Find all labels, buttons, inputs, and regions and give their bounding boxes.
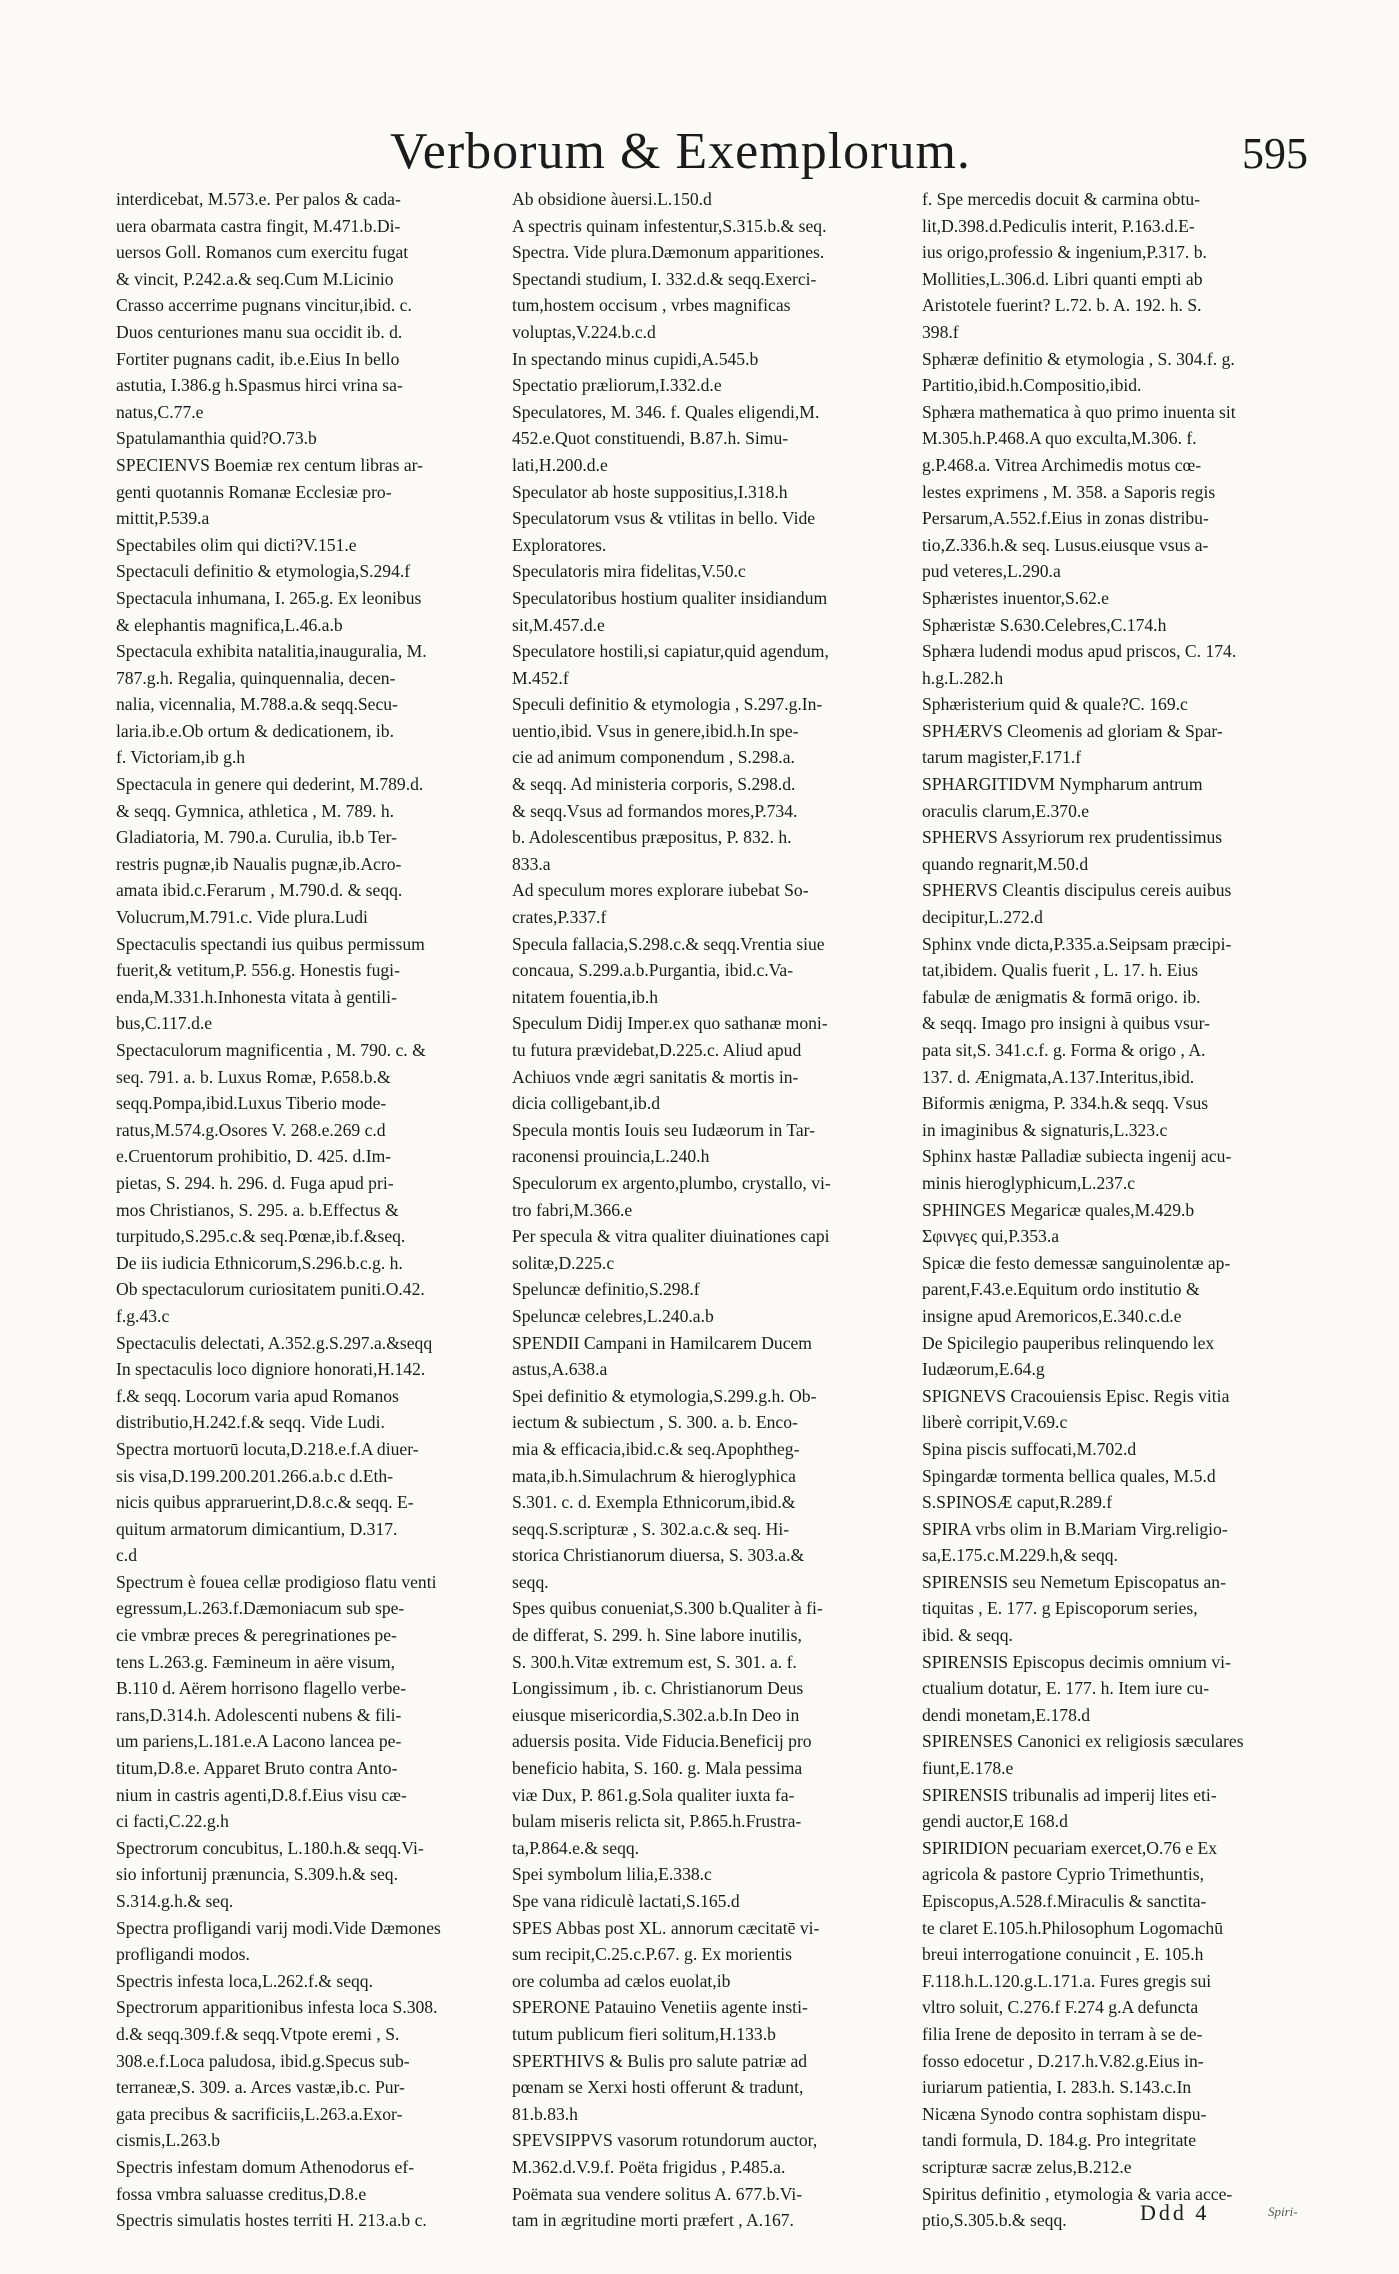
index-entry-line: SPENDII Campani in Hamilcarem Ducem (512, 1332, 812, 1353)
index-entry-line: uersos Goll. Romanos cum exercitu fugat (116, 242, 409, 263)
index-entry-line: scripturæ sacræ zelus,B.212.e (922, 2156, 1132, 2177)
index-entry-line: Sphæra ludendi modus apud priscos, C. 174. (922, 641, 1237, 662)
index-entry-line: nalia, vicennalia, M.788.a.& seqq.Secu- (116, 694, 398, 715)
index-entry-line: mata,ib.h.Simulachrum & hieroglyphica (512, 1465, 796, 1486)
index-entry-line: de differat, S. 299. h. Sine labore inutilis, (512, 1625, 802, 1646)
index-entry-line: Sphinx hastæ Palladiæ subiecta ingenij acu- (922, 1146, 1232, 1167)
index-entry-line: Aristotele fuerint? L.72. b. A. 192. h. S. (922, 295, 1202, 316)
index-entry-line: Speculi definitio & etymologia , S.297.g.In- (512, 694, 823, 715)
index-entry-line: Sphæristes inuentor,S.62.e (922, 587, 1109, 608)
index-entry-line: Duos centuriones manu sua occidit ib. d. (116, 321, 403, 342)
index-entry-line: Spectacula in genere qui dederint, M.789.d. (116, 774, 424, 795)
index-entry-line: Spina piscis suffocati,M.702.d (922, 1438, 1137, 1459)
index-entry-line: Σφινγες qui,P.353.a (922, 1226, 1060, 1247)
index-entry-line: 398.f (922, 321, 959, 342)
index-entry-line: M.452.f (512, 667, 569, 688)
index-entry-line: Spatulamanthia quid?O.73.b (116, 428, 317, 449)
signature-mark: Ddd 4 (1140, 2200, 1210, 2225)
index-entry-line: fossa vmbra saluasse creditus,D.8.e (116, 2183, 367, 2204)
index-entry-line: Speculum Didij Imper.ex quo sathanæ moni- (512, 1013, 828, 1034)
index-entry-line: Spectaculorum magnificentia , M. 790. c. & (116, 1040, 426, 1060)
index-entry-line: enda,M.331.h.Inhonesta vitata à gentili- (116, 986, 397, 1007)
index-column-middle (512, 186, 906, 2234)
index-entry-line: b. Adolescentibus præpositus, P. 832. h. (512, 827, 792, 848)
index-entry-line: & seqq. Gymnica, athletica , M. 789. h. (116, 800, 395, 821)
index-entry-line: viæ Dux, P. 861.g.Sola qualiter iuxta fa- (512, 1784, 795, 1805)
index-entry-line: vltro soluit, C.276.f F.274 g.A defuncta (922, 1997, 1199, 2018)
index-entry-line: oraculis clarum,E.370.e (922, 800, 1090, 821)
index-entry-line: & vincit, P.242.a.& seq.Cum M.Licinio (116, 268, 394, 289)
index-entry-line: ptio,S.305.b.& seqq. (922, 2210, 1067, 2231)
index-entry-line: Spectacula exhibita natalitia,inauguralia, M. (116, 641, 427, 662)
index-entry-line: f.& seqq. Locorum varia apud Romanos (116, 1385, 399, 1406)
index-entry-line: tum,hostem occisum , vrbes magnificas (512, 295, 791, 316)
index-entry-line: solitæ,D.225.c (512, 1252, 615, 1273)
index-entry-line: Spectrorum concubitus, L.180.h.& seqq.Vi- (116, 1837, 424, 1858)
index-entry-line: Spectris simulatis hostes territi H. 213.a.b c. (116, 2210, 427, 2231)
index-entry-line: cie vmbræ preces & peregrinationes pe- (116, 1625, 397, 1646)
index-entry-line: Spectaculis spectandi ius quibus permissum (116, 933, 425, 954)
index-entry-line: seq. 791. a. b. Luxus Romæ, P.658.b.& (116, 1066, 391, 1087)
index-entry-line: SPIRENSIS seu Nemetum Episcopatus an- (922, 1571, 1226, 1592)
index-entry-line: De iis iudicia Ethnicorum,S.296.b.c.g. h. (116, 1252, 403, 1273)
index-entry-line: S. 300.h.Vitæ extremum est, S. 301. a. f. (512, 1651, 797, 1672)
index-entry-line: Ab obsidione àuersi.L.150.d (512, 189, 712, 209)
index-entry-line: Spicæ die festo demessæ sanguinolentæ ap- (922, 1252, 1231, 1273)
index-entry-line: tutum publicum fieri solitum,H.133.b (512, 2023, 776, 2044)
index-entry-line: cismis,L.263.b (116, 2130, 221, 2151)
index-entry-line: iuriarum patientia, I. 283.h. S.143.c.In (922, 2077, 1192, 2098)
index-entry-line: h.g.L.282.h (922, 667, 1004, 688)
index-entry-line: astutia, I.386.g h.Spasmus hirci vrina sa- (116, 375, 403, 396)
index-entry-line: seqq.Pompa,ibid.Luxus Tiberio mode- (116, 1093, 387, 1114)
index-entry-line: Episcopus,A.528.f.Miraculis & sanctita- (922, 1891, 1207, 1911)
index-entry-line: pata sit,S. 341.c.f. g. Forma & origo , A. (922, 1040, 1206, 1060)
index-entry-line: in imaginibus & signaturis,L.323.c (922, 1119, 1168, 1140)
index-entry-line: 308.e.f.Loca paludosa, ibid.g.Specus sub- (116, 2050, 410, 2071)
index-entry-line: tro fabri,M.366.e (512, 1199, 633, 1220)
index-entry-line: F.118.h.L.120.g.L.171.a. Fures gregis sui (922, 1970, 1212, 1991)
index-entry-line: e.Cruentorum prohibitio, D. 425. d.Im- (116, 1146, 392, 1167)
index-entry-line: Sphæristæ S.630.Celebres,C.174.h (922, 614, 1167, 635)
index-entry-line: Per specula & vitra qualiter diuinationes capi (512, 1226, 830, 1247)
index-entry-line: fabulæ de ænigmatis & formā origo. ib. (922, 986, 1201, 1007)
index-entry-line: g.P.468.a. Vitrea Archimedis motus cœ- (922, 454, 1202, 475)
index-entry-line: quando regnarit,M.50.d (922, 853, 1089, 874)
index-entry-line: Fortiter pugnans cadit, ib.e.Eius In bello (116, 348, 400, 369)
index-entry-line: & seqq. Ad ministeria corporis, S.298.d. (512, 774, 796, 795)
index-entry-line: Spectabiles olim qui dicti?V.151.e (116, 534, 357, 555)
index-entry-line: Sphæra mathematica à quo primo inuenta sit (922, 401, 1236, 422)
index-entry-line: cie ad animum componendum , S.298.a. (512, 747, 795, 768)
index-entry-line: mittit,P.539.a (116, 508, 210, 529)
index-entry-line: Speluncæ definitio,S.298.f (512, 1279, 700, 1300)
index-entry-line: storica Christianorum diuersa, S. 303.a.& (512, 1545, 805, 1566)
index-entry-line: um pariens,L.181.e.A Lacono lancea pe- (116, 1731, 402, 1752)
index-entry-line: Nicæna Synodo contra sophistam dispu- (922, 2103, 1207, 2124)
index-entry-line: gendi auctor,E 168.d (922, 1811, 1068, 1832)
index-entry-line: sit,M.457.d.e (512, 614, 605, 635)
index-entry-line: Spectacula inhumana, I. 265.g. Ex leonibus (116, 587, 422, 608)
index-entry-line: Specula montis Iouis seu Iudæorum in Tar- (512, 1119, 816, 1140)
index-entry-line: SPHERVS Cleantis discipulus cereis auibus (922, 880, 1232, 901)
index-entry-line: Spectatio præliorum,I.332.d.e (512, 375, 722, 396)
index-entry-line: Spectaculi definitio & etymologia,S.294.f (116, 561, 411, 582)
index-entry-line: astus,A.638.a (512, 1359, 608, 1380)
index-entry-line: SPIRENSIS tribunalis ad imperij lites eti- (922, 1784, 1217, 1805)
index-entry-line: S.SPINOSÆ caput,R.289.f (922, 1492, 1113, 1513)
index-entry-line: Spes quibus conueniat,S.300 b.Qualiter à fi- (512, 1598, 823, 1619)
index-entry-line: M.362.d.V.9.f. Poëta frigidus , P.485.a. (512, 2156, 786, 2177)
index-entry-line: Sphæræ definitio & etymologia , S. 304.f. g. (922, 348, 1235, 369)
index-entry-line: Biformis ænigma, P. 334.h.& seqq. Vsus (922, 1093, 1209, 1114)
index-entry-line: genti quotannis Romanæ Ecclesiæ pro- (116, 481, 392, 502)
index-entry-line: egressum,L.263.f.Dæmoniacum sub spe- (116, 1598, 405, 1619)
index-entry-line: Speculatoribus hostium qualiter insidiandum (512, 587, 828, 608)
index-entry-line: Spiritus definitio , etymologia & varia acce- (922, 2183, 1233, 2204)
index-entry-line: 452.e.Quot constituendi, B.87.h. Simu- (512, 428, 789, 449)
index-entry-line: fosso edocetur , D.217.h.V.82.g.Eius in- (922, 2050, 1204, 2071)
index-entry-line: interdicebat, M.573.e. Per palos & cada- (116, 189, 401, 209)
index-entry-line: tat,ibidem. Qualis fuerit , L. 17. h. Eius (922, 960, 1199, 981)
index-entry-line: iectum & subiectum , S. 300. a. b. Enco- (512, 1412, 798, 1433)
index-entry-line: natus,C.77.e (116, 401, 204, 422)
index-entry-line: Ob spectaculorum curiositatem puniti.O.42. (116, 1279, 425, 1300)
index-entry-line: SPHINGES Megaricæ quales,M.429.b (922, 1199, 1195, 1220)
index-entry-line: Speluncæ celebres,L.240.a.b (512, 1305, 714, 1326)
index-entry-line: parent,F.43.e.Equitum ordo institutio & (922, 1279, 1200, 1300)
index-entry-line: Spei symbolum lilia,E.338.c (512, 1864, 712, 1885)
index-entry-line: ta,P.864.e.& seqq. (512, 1837, 640, 1858)
index-entry-line: SPHERVS Assyriorum rex prudentissimus (922, 827, 1223, 848)
index-entry-line: uera obarmata castra fingit, M.471.b.Di- (116, 215, 401, 236)
index-entry-line: terraneæ,S. 309. a. Arces vastæ,ib.c. Pur- (116, 2077, 405, 2098)
index-entry-line: Crasso accerrime pugnans vincitur,ibid. c. (116, 295, 412, 316)
index-entry-line: c.d (116, 1545, 138, 1566)
index-entry-line: Volucrum,M.791.c. Vide plura.Ludi (116, 907, 368, 928)
index-entry-line: Sphinx vnde dicta,P.335.a.Seipsam præcipi- (922, 933, 1232, 954)
index-column-right (922, 186, 1297, 2234)
index-entry-line: crates,P.337.f (512, 907, 607, 928)
index-entry-line: tam in ægritudine morti præfert , A.167. (512, 2210, 794, 2231)
index-entry-line: raconensi prouincia,L.240.h (512, 1146, 710, 1167)
index-entry-line: Poëmata sua vendere solitus A. 677.b.Vi- (512, 2183, 803, 2204)
index-entry-line: tio,Z.336.h.& seq. Lusus.eiusque vsus a- (922, 534, 1209, 555)
index-entry-line: sum recipit,C.25.c.P.67. g. Ex morientis (512, 1944, 793, 1965)
index-entry-line: Spectrum è fouea cellæ prodigioso flatu venti (116, 1571, 437, 1592)
index-entry-line: nium in castris agenti,D.8.f.Eius visu cæ- (116, 1784, 407, 1805)
index-entry-line: quitum armatorum dimicantium, D.317. (116, 1518, 398, 1539)
index-entry-line: Spingardæ tormenta bellica quales, M.5.d (922, 1465, 1216, 1486)
index-entry-line: A spectris quinam infestentur,S.315.b.& seq. (512, 215, 827, 236)
index-entry-line: Speculatorum vsus & vtilitas in bello. Vide (512, 508, 816, 529)
index-entry-line: pietas, S. 294. h. 296. d. Fuga apud pri- (116, 1172, 394, 1193)
index-entry-line: In spectando minus cupidi,A.545.b (512, 348, 759, 369)
index-entry-line: dicia colligebant,ib.d (512, 1093, 661, 1114)
index-entry-line: 833.a (512, 853, 551, 874)
index-entry-line: S.301. c. d. Exempla Ethnicorum,ibid.& (512, 1492, 796, 1513)
index-entry-line: minis hieroglyphicum,L.237.c (922, 1172, 1136, 1193)
index-entry-line: laria.ib.e.Ob ortum & dedicationem, ib. (116, 720, 395, 741)
index-entry-line: Spe vana ridiculè lactati,S.165.d (512, 1891, 740, 1911)
index-entry-line: Spectra mortuorū locuta,D.218.e.f.A diuer- (116, 1438, 419, 1459)
index-entry-line: ci facti,C.22.g.h (116, 1811, 229, 1832)
index-entry-line: tarum magister,F.171.f (922, 747, 1082, 768)
index-entry-line: SPIRENSES Canonici ex religiosis sæculares (922, 1731, 1244, 1752)
index-entry-line: pud veteres,L.290.a (922, 561, 1061, 582)
index-entry-line: Spectra profligandi varij modi.Vide Dæmones (116, 1917, 441, 1938)
index-entry-line: 137. d. Ænigmata,A.137.Interitus,ibid. (922, 1066, 1195, 1087)
index-entry-line: rans,D.314.h. Adolescenti nubens & fili- (116, 1704, 402, 1725)
index-entry-line: SPIRA vrbs olim in B.Mariam Virg.religio- (922, 1518, 1228, 1539)
index-entry-line: B.110 d. Aërem horrisono flagello verbe- (116, 1678, 407, 1699)
index-entry-line: lit,D.398.d.Pediculis interit, P.163.d.E- (922, 215, 1195, 236)
index-entry-line: agricola & pastore Cyprio Trimethuntis, (922, 1864, 1204, 1885)
index-entry-line: Exploratores. (512, 534, 607, 555)
index-entry-line: ratus,M.574.g.Osores V. 268.e.269 c.d (116, 1119, 386, 1140)
index-entry-line: SPHÆRVS Cleomenis ad gloriam & Spar- (922, 720, 1223, 741)
index-entry-line: Spectra. Vide plura.Dæmonum apparitiones. (512, 242, 825, 263)
index-entry-line: & seqq.Vsus ad formandos mores,P.734. (512, 800, 798, 821)
index-entry-line: titum,D.8.e. Apparet Bruto contra Anto- (116, 1758, 398, 1779)
index-entry-line: Speculator ab hoste suppositius,I.318.h (512, 481, 788, 502)
index-entry-line: SPIRIDION pecuariam exercet,O.76 e Ex (922, 1837, 1218, 1858)
index-entry-line: In spectaculis loco digniore honorati,H.142. (116, 1359, 426, 1380)
index-entry-line: te claret E.105.h.Philosophum Logomachū (922, 1917, 1223, 1938)
catchword: Spiri- (1268, 2204, 1298, 2219)
index-entry-line: Partitio,ibid.h.Compositio,ibid. (922, 375, 1142, 396)
index-entry-line: amata ibid.c.Ferarum , M.790.d. & seqq. (116, 880, 403, 901)
index-entry-line: eiusque misericordia,S.302.a.b.In Deo in (512, 1704, 800, 1725)
index-entry-line: mia & efficacia,ibid.c.& seq.Apophtheg- (512, 1438, 800, 1459)
page-number: 595 (1242, 129, 1308, 178)
index-entry-line: Speculatoris mira fidelitas,V.50.c (512, 561, 746, 582)
index-entry-line: ore columba ad cælos euolat,ib (512, 1970, 731, 1991)
index-column-left (116, 186, 492, 2234)
index-entry-line: Specula fallacia,S.298.c.& seqq.Vrentia siue (512, 933, 825, 954)
index-entry-line: Ad speculum mores explorare iubebat So- (512, 880, 809, 901)
index-entry-line: Spectandi studium, I. 332.d.& seqq.Exerci- (512, 268, 817, 289)
index-entry-line: nitatem fouentia,ib.h (512, 986, 659, 1007)
index-entry-line: Sphæristerium quid & quale?C. 169.c (922, 694, 1188, 715)
index-entry-line: filia Irene de deposito in terram à se de- (922, 2023, 1203, 2044)
index-entry-line: Mollities,L.306.d. Libri quanti empti ab (922, 268, 1203, 289)
index-entry-line: lestes exprimens , M. 358. a Saporis regis (922, 481, 1216, 502)
index-entry-line: SPERONE Patauino Venetiis agente insti- (512, 1997, 808, 2018)
index-entry-line: nicis quibus appraruerint,D.8.c.& seqq. E- (116, 1492, 414, 1513)
index-entry-line: insigne apud Aremoricos,E.340.c.d.e (922, 1305, 1182, 1326)
index-entry-line: Spectris infesta loca,L.262.f.& seqq. (116, 1970, 373, 1991)
index-entry-line: SPEVSIPPVS vasorum rotundorum auctor, (512, 2130, 818, 2151)
index-entry-line: d.& seqq.309.f.& seqq.Vtpote eremi , S. (116, 2023, 400, 2044)
index-entry-line: liberè corripit,V.69.c (922, 1412, 1068, 1433)
index-entry-line: Spectaculis delectati, A.352.g.S.297.a.&seqq (116, 1332, 433, 1353)
index-entry-line: Spectris infestam domum Athenodorus ef- (116, 2156, 415, 2177)
index-entry-line: Achiuos vnde ægri sanitatis & mortis in- (512, 1066, 799, 1087)
index-entry-line: restris pugnæ,ib Naualis pugnæ,ib.Acro- (116, 853, 402, 874)
index-entry-line: Persarum,A.552.f.Eius in zonas distribu- (922, 508, 1209, 529)
index-entry-line: fiunt,E.178.e (922, 1758, 1014, 1779)
index-entry-line: Iudæorum,E.64.g (922, 1359, 1045, 1380)
index-entry-line: 81.b.83.h (512, 2103, 578, 2124)
index-entry-line: pœnam se Xerxi hosti offerunt & tradunt, (512, 2077, 804, 2098)
index-entry-line: Longissimum , ib. c. Christianorum Deus (512, 1678, 804, 1699)
index-entry-line: ctualium dotatur, E. 177. h. Item iure cu- (922, 1678, 1210, 1699)
index-entry-line: S.314.g.h.& seq. (116, 1891, 234, 1911)
index-entry-line: uentio,ibid. Vsus in genere,ibid.h.In spe- (512, 720, 799, 741)
index-entry-line: tens L.263.g. Fæmineum in aëre visum, (116, 1651, 396, 1672)
index-entry-line: f. Victoriam,ib g.h (116, 747, 246, 768)
index-entry-line: sio infortunij prænuncia, S.309.h.& seq. (116, 1864, 398, 1885)
index-entry-line: SPIGNEVS Cracouiensis Episc. Regis vitia (922, 1385, 1230, 1406)
index-entry-line: bus,C.117.d.e (116, 1013, 213, 1034)
index-entry-line: seqq.S.scripturæ , S. 302.a.c.& seq. Hi- (512, 1518, 790, 1539)
index-entry-line: decipitur,L.272.d (922, 907, 1043, 928)
index-entry-line: SPHARGITIDVM Nympharum antrum (922, 774, 1203, 795)
index-entry-line: f. Spe mercedis docuit & carmina obtu- (922, 189, 1200, 209)
index-entry-line: profligandi modos. (116, 1944, 250, 1965)
index-entry-line: SPECIENVS Boemiæ rex centum libras ar- (116, 454, 424, 475)
index-entry-line: M.305.h.P.468.A quo exculta,M.306. f. (922, 428, 1197, 449)
index-entry-line: SPES Abbas post XL. annorum cæcitatē vi- (512, 1917, 820, 1938)
index-entry-line: Gladiatoria, M. 790.a. Curulia, ib.b Ter- (116, 827, 397, 848)
index-entry-line: 787.g.h. Regalia, quinquennalia, decen- (116, 667, 396, 688)
index-entry-line: Spei definitio & etymologia,S.299.g.h. Ob- (512, 1385, 817, 1406)
index-entry-line: Speculatores, M. 346. f. Quales eligendi,M. (512, 401, 820, 422)
index-entry-line: sa,E.175.c.M.229.h,& seqq. (922, 1545, 1118, 1566)
index-entry-line: & elephantis magnifica,L.46.a.b (116, 614, 343, 635)
index-entry-line: & seqq. Imago pro insigni à quibus vsur- (922, 1013, 1210, 1034)
index-entry-line: mos Christianos, S. 295. a. b.Effectus & (116, 1199, 399, 1220)
index-entry-line: f.g.43.c (116, 1305, 170, 1326)
index-entry-line: tiquitas , E. 177. g Episcoporum series, (922, 1598, 1198, 1619)
index-entry-line: SPERTHIVS & Bulis pro salute patriæ ad (512, 2050, 808, 2071)
index-entry-line: distributio,H.242.f.& seqq. Vide Ludi. (116, 1412, 385, 1433)
index-entry-line: bulam miseris relicta sit, P.865.h.Frustra- (512, 1811, 802, 1832)
index-entry-line: sis visa,D.199.200.201.266.a.b.c d.Eth- (116, 1465, 394, 1486)
index-entry-line: concaua, S.299.a.b.Purgantia, ibid.c.Va- (512, 960, 794, 981)
index-entry-line: lati,H.200.d.e (512, 454, 608, 475)
index-entry-line: De Spicilegio pauperibus relinquendo lex (922, 1332, 1215, 1353)
index-entry-line: SPIRENSIS Episcopus decimis omnium vi- (922, 1651, 1231, 1672)
index-entry-line: Speculorum ex argento,plumbo, crystallo, vi- (512, 1172, 831, 1193)
index-entry-line: Speculatore hostili,si capiatur,quid agendum, (512, 641, 829, 662)
index-entry-line: voluptas,V.224.b.c.d (512, 321, 656, 342)
index-entry-line: fuerit,& vetitum,P. 556.g. Honestis fugi- (116, 960, 400, 981)
index-entry-line: beneficio habita, S. 160. g. Mala pessima (512, 1758, 803, 1779)
index-entry-line: tandi formula, D. 184.g. Pro integritate (922, 2130, 1197, 2151)
index-entry-line: breui interrogatione conuincit , E. 105.h (922, 1944, 1204, 1965)
index-entry-line: gata precibus & sacrificiis,L.263.a.Exor- (116, 2103, 403, 2124)
index-entry-line: seqq. (512, 1571, 549, 1592)
index-entry-line: dendi monetam,E.178.d (922, 1704, 1091, 1725)
index-entry-line: ius origo,professio & ingenium,P.317. b. (922, 242, 1207, 263)
index-entry-line: Spectrorum apparitionibus infesta loca S.308. (116, 1997, 438, 2018)
index-entry-line: turpitudo,S.295.c.& seq.Pœnæ,ib.f.&seq. (116, 1226, 406, 1247)
index-entry-line: aduersis posita. Vide Fiducia.Beneficij pro (512, 1731, 812, 1752)
index-entry-line: tu futura prævidebat,D.225.c. Aliud apud (512, 1040, 802, 1060)
page-title: Verborum & Exemplorum. (390, 123, 971, 180)
index-entry-line: ibid. & seqq. (922, 1625, 1013, 1646)
